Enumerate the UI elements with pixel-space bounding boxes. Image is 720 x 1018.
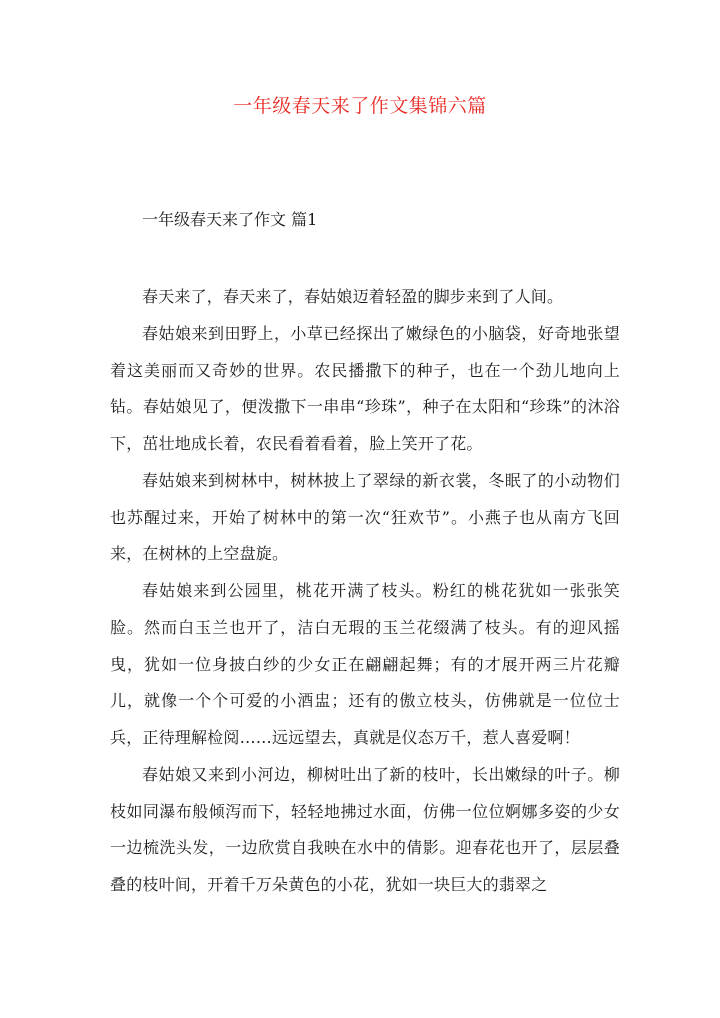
section-heading: 一年级春天来了作文 篇1 (142, 210, 318, 229)
document-title: 一年级春天来了作文集锦六篇 (233, 95, 487, 117)
paragraph: 春姑娘来到树林中，树林披上了翠绿的新衣裳，冬眠了的小动物们也苏醒过来，开始了树林中的第一次“狂欢节”。小燕子也从南方飞回来，在树林的上空盘旋。 (110, 470, 620, 564)
paragraph: 春姑娘来到公园里，桃花开满了枝头。粉红的桃花犹如一张张笑脸。然而白玉兰也开了，洁白无瑕的玉兰花缀满了枝头。有的迎风摇曳，犹如一位身披白纱的少女正在翩翩起舞；有的才展开两三片花瓣儿，就像一个个可爱的小酒盅；还有的傲立枝头，仿佛就是一位位士兵，正待理解检阅……远远望去，真就是仪态万千，惹人喜爱啊！ (110, 581, 620, 747)
paragraph: 春天来了，春天来了，春姑娘迈着轻盈的脚步来到了人间。 (142, 287, 564, 306)
paragraph: 春姑娘来到田野上，小草已经探出了嫩绿色的小脑袋，好奇地张望着这美丽而又奇妙的世界。农民播撒下的种子，也在一个劲儿地向上钻。春姑娘见了，便泼撒下一串串“珍珠”，种子在太阳和“珍珠”的沐浴下，茁壮地成长着，农民看着看着，脸上笑开了花。 (110, 323, 620, 453)
paragraph: 春姑娘又来到小河边，柳树吐出了新的枝叶，长出嫩绿的叶子。柳枝如同瀑布般倾泻而下，轻轻地拂过水面，仿佛一位位婀娜多姿的少女一边梳洗头发，一边欣赏自我映在水中的倩影。迎春花也开了，层层叠叠的枝叶间，开着千万朵黄色的小花，犹如一块巨大的翡翠之 (110, 764, 620, 894)
essay-body (110, 279, 620, 904)
